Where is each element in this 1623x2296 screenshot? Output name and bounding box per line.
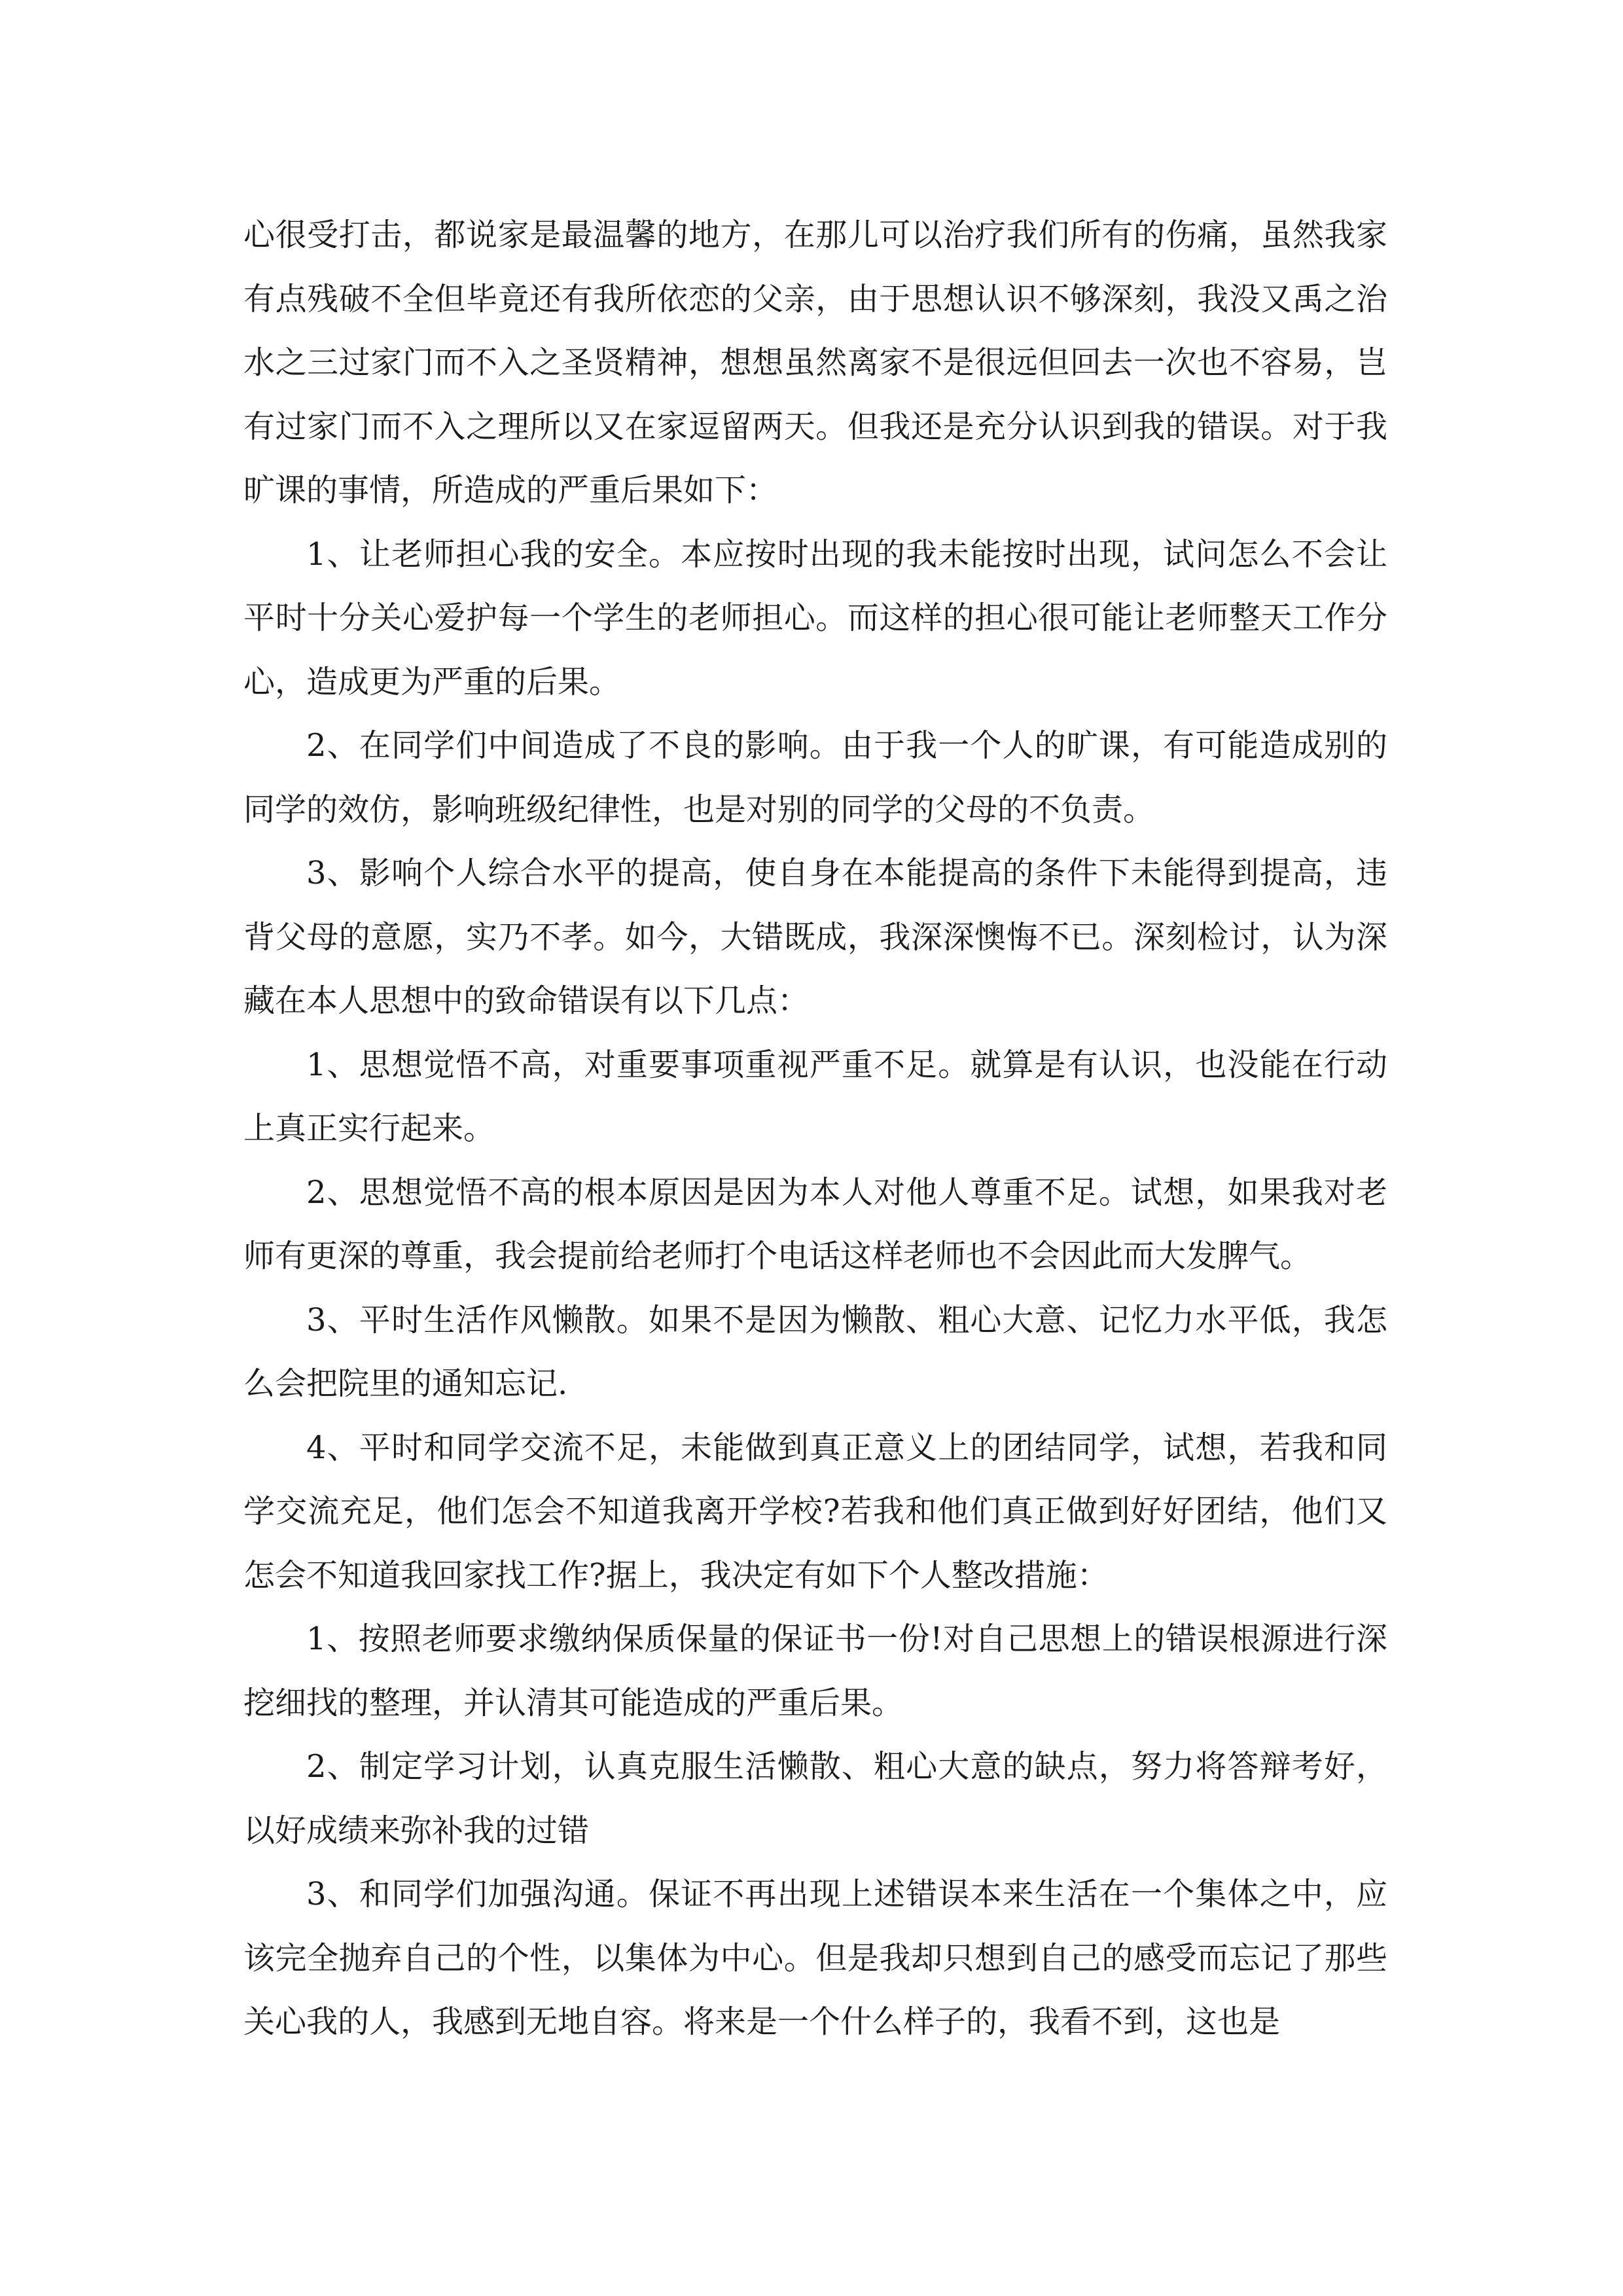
paragraph: 3、平时生活作风懒散。如果不是因为懒散、粗心大意、记忆力水平低，我怎么会把院里的通知忘记. [243,1301,1387,1402]
paragraph: 1、思想觉悟不高，对重要事项重视严重不足。就算是有认识，也没能在行动上真正实行起来。 [243,1046,1387,1147]
paragraph: 4、平时和同学交流不足，未能做到真正意义上的团结同学，试想，若我和同学交流充足，他们怎会不知道我离开学校?若我和他们真正做到好好团结，他们又怎会不知道我回家找工作?据上，我决定有如下个人整改措施： [243,1429,1387,1594]
paragraph: 1、让老师担心我的安全。本应按时出现的我未能按时出现，试问怎么不会让平时十分关心爱护每一个学生的老师担心。而这样的担心很可能让老师整天工作分心，造成更为严重的后果。 [243,535,1387,700]
paragraph: 2、制定学习计划，认真克服生活懒散、粗心大意的缺点，努力将答辩考好，以好成绩来弥补我的过错 [243,1748,1387,1849]
paragraph: 3、影响个人综合水平的提高，使自身在本能提高的条件下未能得到提高，违背父母的意愿，实乃不孝。如今，大错既成，我深深懊悔不已。深刻检讨，认为深藏在本人思想中的致命错误有以下几点： [243,855,1387,1019]
paragraph: 心很受打击，都说家是最温馨的地方，在那儿可以治疗我们所有的伤痛，虽然我家有点残破不全但毕竟还有我所依恋的父亲，由于思想认识不够深刻，我没又禹之治水之三过家门而不入之圣贤精神，想想虽然离家不是很远但回去一次也不容易，岂有过家门而不入之理所以又在家逗留两天。但我还是充分认识到我的错误。对于我旷课的事情，所造成的严重后果如下： [243,217,1387,509]
document-body [243,204,1387,2054]
paragraph: 1、按照老师要求缴纳保质保量的保证书一份!对自己思想上的错误根源进行深挖细找的整理，并认清其可能造成的严重后果。 [243,1621,1387,1721]
paragraph: 2、思想觉悟不高的根本原因是因为本人对他人尊重不足。试想，如果我对老师有更深的尊重，我会提前给老师打个电话这样老师也不会因此而大发脾气。 [243,1174,1387,1274]
paragraph: 2、在同学们中间造成了不良的影响。由于我一个人的旷课，有可能造成别的同学的效仿，影响班级纪律性，也是对别的同学的父母的不负责。 [243,727,1387,828]
paragraph: 3、和同学们加强沟通。保证不再出现上述错误本来生活在一个集体之中，应该完全抛弃自己的个性，以集体为中心。但是我却只想到自己的感受而忘记了那些关心我的人，我感到无地自容。将来是一个什么样子的，我看不到，这也是 [243,1876,1387,2040]
